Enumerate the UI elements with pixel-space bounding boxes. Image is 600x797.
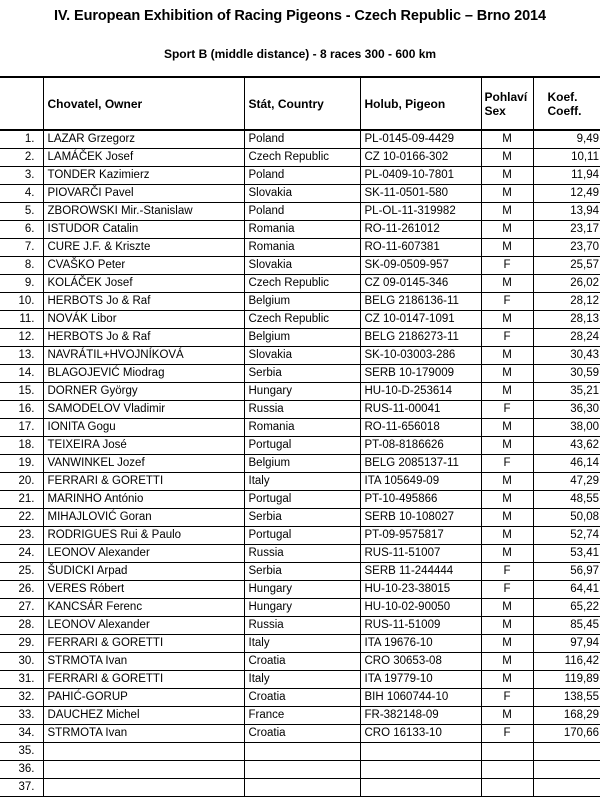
cell-coefficient: 30,59 <box>533 365 600 383</box>
table-row <box>0 185 600 203</box>
cell-sex: M <box>481 671 533 689</box>
cell-pigeon: PT-10-495866 <box>360 491 481 509</box>
cell-pigeon: HU-10-02-90050 <box>360 599 481 617</box>
table-row <box>0 239 600 257</box>
cell-coefficient: 47,29 <box>533 473 600 491</box>
cell-owner: KOLÁČEK Josef <box>43 275 244 293</box>
cell-owner: STRMOTA Ivan <box>43 725 244 743</box>
cell-owner: LEONOV Alexander <box>43 545 244 563</box>
cell-pigeon: PT-08-8186626 <box>360 437 481 455</box>
cell-rank: 35. <box>0 743 43 761</box>
cell-country: Slovakia <box>244 257 360 275</box>
cell-coefficient: 23,70 <box>533 239 600 257</box>
cell-country: Romania <box>244 221 360 239</box>
cell-coefficient: 43,62 <box>533 437 600 455</box>
cell-pigeon: SERB 11-244444 <box>360 563 481 581</box>
cell-rank: 4. <box>0 185 43 203</box>
cell-rank: 34. <box>0 725 43 743</box>
cell-pigeon: RUS-11-51007 <box>360 545 481 563</box>
cell-rank: 1. <box>0 130 43 149</box>
table-body <box>0 130 600 797</box>
cell-owner: KANCSÁR Ferenc <box>43 599 244 617</box>
cell-owner: FERRARI & GORETTI <box>43 473 244 491</box>
table-row <box>0 617 600 635</box>
cell-coefficient: 119,89 <box>533 671 600 689</box>
cell-pigeon: RO-11-656018 <box>360 419 481 437</box>
table-row <box>0 743 600 761</box>
column-header-coef-cz: Koef. <box>547 89 578 104</box>
cell-owner: MARINHO António <box>43 491 244 509</box>
cell-rank: 27. <box>0 599 43 617</box>
cell-rank: 21. <box>0 491 43 509</box>
cell-sex: M <box>481 365 533 383</box>
cell-rank: 5. <box>0 203 43 221</box>
table-row <box>0 203 600 221</box>
cell-sex: M <box>481 653 533 671</box>
cell-owner <box>43 743 244 761</box>
cell-country: Croatia <box>244 725 360 743</box>
table-row <box>0 329 600 347</box>
cell-rank: 12. <box>0 329 43 347</box>
cell-owner: IONITA Gogu <box>43 419 244 437</box>
cell-sex: M <box>481 383 533 401</box>
cell-country: Hungary <box>244 599 360 617</box>
cell-owner: VERES Róbert <box>43 581 244 599</box>
cell-rank: 23. <box>0 527 43 545</box>
cell-pigeon <box>360 743 481 761</box>
cell-owner: PAHIĆ-GORUP <box>43 689 244 707</box>
cell-coefficient: 28,12 <box>533 293 600 311</box>
cell-owner: TONDER Kazimierz <box>43 167 244 185</box>
cell-country <box>244 761 360 779</box>
cell-coefficient: 12,49 <box>533 185 600 203</box>
column-header-pigeon: Holub, Pigeon <box>360 77 481 130</box>
cell-coefficient: 28,24 <box>533 329 600 347</box>
cell-rank: 10. <box>0 293 43 311</box>
cell-owner: NOVÁK Libor <box>43 311 244 329</box>
cell-country: Romania <box>244 239 360 257</box>
cell-coefficient: 168,29 <box>533 707 600 725</box>
cell-sex: M <box>481 203 533 221</box>
cell-rank: 7. <box>0 239 43 257</box>
cell-pigeon: BELG 2186136-11 <box>360 293 481 311</box>
cell-owner: STRMOTA Ivan <box>43 653 244 671</box>
cell-sex: M <box>481 275 533 293</box>
cell-country: Slovakia <box>244 185 360 203</box>
cell-rank: 32. <box>0 689 43 707</box>
cell-owner: HERBOTS Jo & Raf <box>43 293 244 311</box>
table-row <box>0 635 600 653</box>
table-row <box>0 419 600 437</box>
cell-sex: M <box>481 149 533 167</box>
column-header-sex <box>481 77 533 130</box>
cell-sex: M <box>481 239 533 257</box>
cell-rank: 26. <box>0 581 43 599</box>
table-row <box>0 473 600 491</box>
table-row <box>0 581 600 599</box>
table-row <box>0 725 600 743</box>
cell-coefficient: 10,11 <box>533 149 600 167</box>
cell-sex: M <box>481 130 533 149</box>
cell-pigeon: PL-0409-10-7801 <box>360 167 481 185</box>
cell-pigeon: BELG 2085137-11 <box>360 455 481 473</box>
cell-coefficient: 38,00 <box>533 419 600 437</box>
cell-coefficient: 26,02 <box>533 275 600 293</box>
table-row <box>0 671 600 689</box>
cell-rank: 24. <box>0 545 43 563</box>
cell-pigeon: RUS-11-51009 <box>360 617 481 635</box>
cell-rank: 18. <box>0 437 43 455</box>
cell-sex: F <box>481 455 533 473</box>
cell-coefficient: 170,66 <box>533 725 600 743</box>
results-table <box>0 76 600 797</box>
cell-owner: LEONOV Alexander <box>43 617 244 635</box>
cell-pigeon: CRO 30653-08 <box>360 653 481 671</box>
cell-pigeon: HU-10-23-38015 <box>360 581 481 599</box>
cell-sex: F <box>481 401 533 419</box>
cell-country: Russia <box>244 401 360 419</box>
page-title: IV. European Exhibition of Racing Pigeons - Czech Republic – Brno 2014 <box>53 8 546 24</box>
table-row <box>0 455 600 473</box>
table-row <box>0 221 600 239</box>
cell-owner: FERRARI & GORETTI <box>43 671 244 689</box>
cell-sex: M <box>481 167 533 185</box>
cell-owner: ISTUDOR Catalin <box>43 221 244 239</box>
cell-rank: 6. <box>0 221 43 239</box>
cell-country: Hungary <box>244 581 360 599</box>
cell-sex: M <box>481 437 533 455</box>
cell-rank: 28. <box>0 617 43 635</box>
cell-coefficient: 50,08 <box>533 509 600 527</box>
cell-country: France <box>244 707 360 725</box>
table-row <box>0 130 600 149</box>
cell-sex: M <box>481 617 533 635</box>
cell-country: Hungary <box>244 383 360 401</box>
cell-country: Czech Republic <box>244 275 360 293</box>
cell-pigeon: RO-11-261012 <box>360 221 481 239</box>
cell-sex: M <box>481 491 533 509</box>
cell-country: Russia <box>244 617 360 635</box>
column-header-country: Stát, Country <box>244 77 360 130</box>
cell-rank: 33. <box>0 707 43 725</box>
cell-rank: 19. <box>0 455 43 473</box>
cell-owner: FERRARI & GORETTI <box>43 635 244 653</box>
cell-sex: M <box>481 707 533 725</box>
table-row <box>0 653 600 671</box>
cell-coefficient: 35,21 <box>533 383 600 401</box>
table-row <box>0 257 600 275</box>
cell-sex: F <box>481 293 533 311</box>
cell-pigeon: PT-09-9575817 <box>360 527 481 545</box>
table-row <box>0 383 600 401</box>
cell-pigeon: CZ 10-0147-1091 <box>360 311 481 329</box>
table-row <box>0 365 600 383</box>
cell-pigeon: PL-OL-11-319982 <box>360 203 481 221</box>
cell-pigeon: CRO 16133-10 <box>360 725 481 743</box>
cell-coefficient: 11,94 <box>533 167 600 185</box>
cell-owner: ŠUDICKI Arpad <box>43 563 244 581</box>
cell-country: Serbia <box>244 563 360 581</box>
cell-country: Portugal <box>244 527 360 545</box>
cell-pigeon: BIH 1060744-10 <box>360 689 481 707</box>
cell-pigeon: SK-09-0509-957 <box>360 257 481 275</box>
cell-pigeon <box>360 761 481 779</box>
cell-owner: CURE J.F. & Kriszte <box>43 239 244 257</box>
cell-sex: M <box>481 185 533 203</box>
cell-sex: M <box>481 473 533 491</box>
cell-sex: F <box>481 689 533 707</box>
table-row <box>0 275 600 293</box>
cell-country: Belgium <box>244 455 360 473</box>
cell-pigeon: ITA 19676-10 <box>360 635 481 653</box>
cell-sex: M <box>481 509 533 527</box>
cell-country: Czech Republic <box>244 311 360 329</box>
cell-coefficient <box>533 779 600 797</box>
cell-rank: 25. <box>0 563 43 581</box>
table-row <box>0 563 600 581</box>
cell-rank: 8. <box>0 257 43 275</box>
cell-pigeon <box>360 779 481 797</box>
cell-pigeon: PL-0145-09-4429 <box>360 130 481 149</box>
cell-owner: SAMODELOV Vladimir <box>43 401 244 419</box>
table-row <box>0 167 600 185</box>
cell-owner: ZBOROWSKI Mir.-Stanislaw <box>43 203 244 221</box>
cell-pigeon: SK-11-0501-580 <box>360 185 481 203</box>
cell-coefficient: 48,55 <box>533 491 600 509</box>
table-row <box>0 761 600 779</box>
page-subtitle: Sport B (middle distance) - 8 races 300 - 600 km <box>163 47 437 61</box>
cell-owner: NAVRÁTIL+HVOJNÍKOVÁ <box>43 347 244 365</box>
table-row <box>0 437 600 455</box>
cell-coefficient: 85,45 <box>533 617 600 635</box>
cell-coefficient: 97,94 <box>533 635 600 653</box>
cell-owner: LAMÁČEK Josef <box>43 149 244 167</box>
cell-country: Italy <box>244 473 360 491</box>
cell-rank: 37. <box>0 779 43 797</box>
cell-sex: M <box>481 599 533 617</box>
table-row <box>0 779 600 797</box>
cell-rank: 3. <box>0 167 43 185</box>
cell-country: Serbia <box>244 365 360 383</box>
cell-owner: VANWINKEL Jozef <box>43 455 244 473</box>
table-row <box>0 689 600 707</box>
cell-country: Romania <box>244 419 360 437</box>
cell-coefficient: 23,17 <box>533 221 600 239</box>
cell-sex: F <box>481 329 533 347</box>
cell-country: Poland <box>244 203 360 221</box>
cell-rank: 16. <box>0 401 43 419</box>
table-row <box>0 707 600 725</box>
cell-coefficient: 46,14 <box>533 455 600 473</box>
cell-pigeon: FR-382148-09 <box>360 707 481 725</box>
cell-country: Croatia <box>244 689 360 707</box>
cell-owner: TEIXEIRA José <box>43 437 244 455</box>
cell-rank: 30. <box>0 653 43 671</box>
cell-sex: M <box>481 221 533 239</box>
table-row <box>0 311 600 329</box>
cell-sex: M <box>481 545 533 563</box>
cell-country: Croatia <box>244 653 360 671</box>
cell-sex <box>481 761 533 779</box>
cell-coefficient: 13,94 <box>533 203 600 221</box>
cell-rank: 22. <box>0 509 43 527</box>
cell-coefficient: 36,30 <box>533 401 600 419</box>
table-row <box>0 347 600 365</box>
cell-owner: DORNER György <box>43 383 244 401</box>
cell-pigeon: HU-10-D-253614 <box>360 383 481 401</box>
cell-country: Belgium <box>244 293 360 311</box>
cell-sex: M <box>481 347 533 365</box>
table-row <box>0 599 600 617</box>
cell-country: Slovakia <box>244 347 360 365</box>
cell-coefficient: 116,42 <box>533 653 600 671</box>
table-row <box>0 509 600 527</box>
cell-sex: M <box>481 419 533 437</box>
cell-pigeon: SERB 10-108027 <box>360 509 481 527</box>
cell-owner: MIHAJLOVIĆ Goran <box>43 509 244 527</box>
column-header-sex-cz: Pohlaví <box>484 89 528 104</box>
cell-pigeon: ITA 105649-09 <box>360 473 481 491</box>
cell-coefficient <box>533 743 600 761</box>
cell-rank: 29. <box>0 635 43 653</box>
cell-coefficient: 65,22 <box>533 599 600 617</box>
cell-rank: 36. <box>0 761 43 779</box>
cell-country: Serbia <box>244 509 360 527</box>
table-row <box>0 545 600 563</box>
table-row <box>0 293 600 311</box>
cell-country: Russia <box>244 545 360 563</box>
cell-country: Belgium <box>244 329 360 347</box>
cell-sex: F <box>481 725 533 743</box>
cell-sex: M <box>481 635 533 653</box>
cell-pigeon: ITA 19779-10 <box>360 671 481 689</box>
cell-sex <box>481 779 533 797</box>
cell-sex: F <box>481 563 533 581</box>
cell-country: Czech Republic <box>244 149 360 167</box>
table-header-row <box>0 77 600 130</box>
cell-owner: DAUCHEZ Michel <box>43 707 244 725</box>
cell-sex: F <box>481 581 533 599</box>
cell-pigeon: SERB 10-179009 <box>360 365 481 383</box>
cell-owner: PIOVARČI Pavel <box>43 185 244 203</box>
cell-coefficient: 30,43 <box>533 347 600 365</box>
column-header-coefficient <box>533 77 600 130</box>
cell-sex: M <box>481 527 533 545</box>
cell-pigeon: CZ 10-0166-302 <box>360 149 481 167</box>
cell-coefficient: 25,57 <box>533 257 600 275</box>
table-row <box>0 527 600 545</box>
cell-coefficient: 53,41 <box>533 545 600 563</box>
column-header-sex-en: Sex <box>484 103 506 118</box>
cell-rank: 14. <box>0 365 43 383</box>
cell-pigeon: RO-11-607381 <box>360 239 481 257</box>
table-row <box>0 401 600 419</box>
cell-country: Italy <box>244 635 360 653</box>
cell-pigeon: BELG 2186273-11 <box>360 329 481 347</box>
cell-rank: 31. <box>0 671 43 689</box>
cell-country <box>244 743 360 761</box>
column-header-number <box>0 77 43 130</box>
cell-pigeon: CZ 09-0145-346 <box>360 275 481 293</box>
cell-sex: M <box>481 311 533 329</box>
cell-rank: 15. <box>0 383 43 401</box>
cell-coefficient: 56,97 <box>533 563 600 581</box>
cell-owner: LAZAR Grzegorz <box>43 130 244 149</box>
cell-rank: 17. <box>0 419 43 437</box>
cell-sex: F <box>481 257 533 275</box>
cell-coefficient: 138,55 <box>533 689 600 707</box>
cell-coefficient: 28,13 <box>533 311 600 329</box>
cell-coefficient <box>533 761 600 779</box>
cell-owner: RODRIGUES Rui & Paulo <box>43 527 244 545</box>
cell-country: Portugal <box>244 491 360 509</box>
cell-coefficient: 9,49 <box>533 130 600 149</box>
cell-country: Italy <box>244 671 360 689</box>
cell-coefficient: 64,41 <box>533 581 600 599</box>
cell-sex <box>481 743 533 761</box>
cell-owner: HERBOTS Jo & Raf <box>43 329 244 347</box>
cell-rank: 13. <box>0 347 43 365</box>
cell-owner: CVAŠKO Peter <box>43 257 244 275</box>
cell-pigeon: SK-10-03003-286 <box>360 347 481 365</box>
column-header-coef-en: Coeff. <box>547 103 582 118</box>
cell-country <box>244 779 360 797</box>
cell-pigeon: RUS-11-00041 <box>360 401 481 419</box>
column-header-owner: Chovatel, Owner <box>43 77 244 130</box>
cell-country: Portugal <box>244 437 360 455</box>
cell-rank: 20. <box>0 473 43 491</box>
cell-country: Poland <box>244 167 360 185</box>
cell-owner <box>43 761 244 779</box>
cell-coefficient: 52,74 <box>533 527 600 545</box>
cell-rank: 11. <box>0 311 43 329</box>
cell-country: Poland <box>244 130 360 149</box>
table-row <box>0 491 600 509</box>
table-row <box>0 149 600 167</box>
cell-rank: 9. <box>0 275 43 293</box>
cell-owner: BLAGOJEVIĆ Miodrag <box>43 365 244 383</box>
cell-owner <box>43 779 244 797</box>
cell-rank: 2. <box>0 149 43 167</box>
